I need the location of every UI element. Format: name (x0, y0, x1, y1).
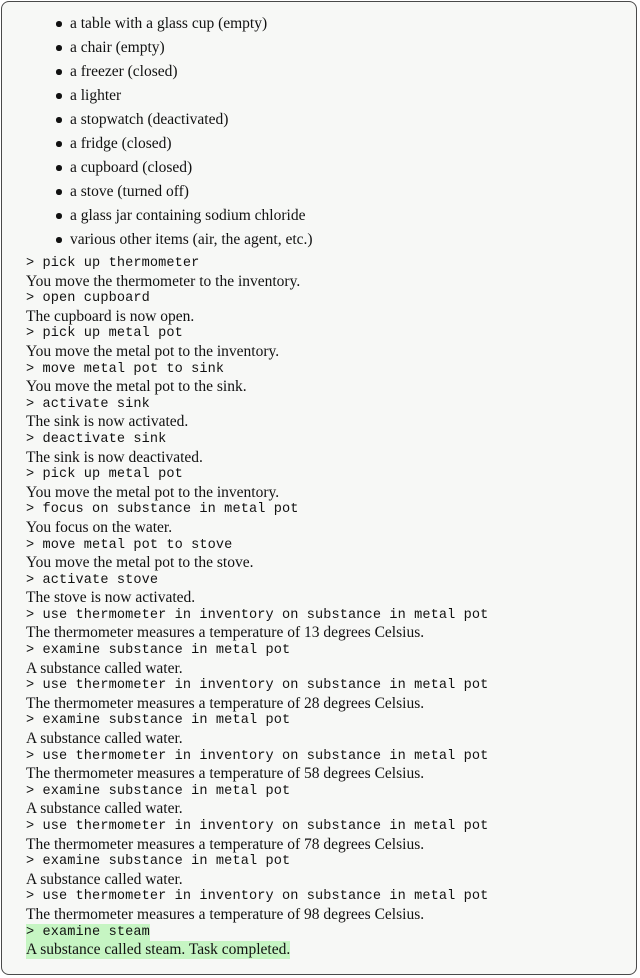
object-list-item (70, 84, 626, 108)
command-line (26, 501, 626, 519)
command-text: > use thermometer in inventory on substance in metal pot (26, 607, 489, 623)
response-text: You move the thermometer to the inventory. (26, 272, 301, 290)
response-line (26, 660, 626, 678)
object-list-item (70, 132, 626, 156)
response-text: The thermometer measures a temperature of 98 degrees Celsius. (26, 905, 425, 923)
command-text: > activate stove (26, 572, 159, 588)
response-line (26, 484, 626, 502)
bullet-icon (56, 165, 62, 171)
bullet-icon (56, 213, 62, 219)
response-text: You move the metal pot to the stove. (26, 554, 254, 572)
bullet-icon (56, 69, 62, 75)
object-list-item-text: a freezer (closed) (70, 63, 178, 80)
response-line (26, 730, 626, 748)
object-list-item-text: a fridge (closed) (70, 135, 172, 152)
response-text: The thermometer measures a temperature of 28 degrees Celsius. (26, 694, 425, 712)
response-line (26, 273, 626, 291)
response-text: You focus on the water. (26, 518, 173, 536)
object-list-item (70, 228, 626, 252)
command-text: > examine substance in metal pot (26, 713, 291, 729)
response-line (26, 871, 626, 889)
command-text: > use thermometer in inventory on substance in metal pot (26, 819, 489, 834)
command-text: > open cupboard (26, 291, 150, 307)
command-line (26, 255, 626, 273)
object-list (26, 12, 626, 252)
response-line (26, 624, 626, 642)
command-text: > move metal pot to sink (26, 361, 225, 377)
response-line (26, 695, 626, 713)
response-line (26, 378, 626, 396)
object-list-item (70, 12, 626, 36)
transcript-content (26, 12, 626, 959)
command-text: > move metal pot to stove (26, 537, 233, 553)
command-text: > pick up thermometer (26, 256, 200, 271)
bullet-icon (56, 45, 62, 51)
object-list-item-text: a glass jar containing sodium chloride (70, 207, 306, 224)
object-list-item (70, 36, 626, 60)
bullet-icon (56, 21, 62, 27)
response-line (26, 906, 626, 924)
command-line (26, 853, 626, 871)
response-line (26, 519, 626, 537)
command-line (26, 361, 626, 379)
response-text: You move the metal pot to the inventory. (26, 342, 280, 360)
command-line (26, 466, 626, 484)
bullet-icon (56, 189, 62, 195)
command-line (26, 783, 626, 801)
command-text: > examine substance in metal pot (26, 854, 291, 870)
response-line (26, 765, 626, 783)
response-text: A substance called water. (26, 730, 183, 748)
bullet-icon (56, 237, 62, 243)
command-text: > examine substance in metal pot (26, 643, 291, 659)
response-line (26, 836, 626, 854)
object-list-item-text: a table with a glass cup (empty) (70, 15, 268, 32)
response-line (26, 589, 626, 607)
response-text: A substance called steam. Task completed. (26, 941, 291, 959)
command-line (26, 888, 626, 906)
object-list-item (70, 60, 626, 84)
command-line (26, 924, 626, 942)
object-list-item (70, 180, 626, 204)
response-text: You move the metal pot to the sink. (26, 378, 247, 396)
response-text: The sink is now activated. (26, 413, 189, 431)
response-text: You move the metal pot to the inventory. (26, 483, 280, 501)
response-line (26, 308, 626, 326)
response-text: The cupboard is now open. (26, 307, 195, 325)
object-list-item-text: a cupboard (closed) (70, 159, 193, 176)
object-list-item-text: a stopwatch (deactivated) (70, 111, 229, 128)
response-text: A substance called water. (26, 659, 183, 677)
command-text: > use thermometer in inventory on substance in metal pot (26, 678, 489, 694)
object-list-item (70, 204, 626, 228)
response-text: The thermometer measures a temperature of 58 degrees Celsius. (26, 765, 425, 783)
command-line (26, 677, 626, 695)
response-line (26, 800, 626, 818)
command-text: > pick up metal pot (26, 326, 183, 342)
command-line (26, 572, 626, 590)
response-line (26, 554, 626, 572)
command-line (26, 325, 626, 343)
command-line (26, 642, 626, 660)
response-text: The thermometer measures a temperature of 78 degrees Celsius. (26, 835, 425, 853)
command-text: > examine substance in metal pot (26, 783, 291, 799)
object-list-item-text: various other items (air, the agent, etc.) (70, 231, 313, 248)
command-line (26, 748, 626, 766)
response-text: The thermometer measures a temperature of 13 degrees Celsius. (26, 624, 425, 642)
response-line (26, 941, 626, 959)
response-text: The stove is now activated. (26, 589, 196, 607)
command-line (26, 431, 626, 449)
object-list-item (70, 108, 626, 132)
command-text: > use thermometer in inventory on substance in metal pot (26, 889, 489, 905)
response-text: A substance called water. (26, 870, 183, 888)
response-line (26, 413, 626, 431)
bullet-icon (56, 93, 62, 99)
command-text: > use thermometer in inventory on substance in metal pot (26, 748, 489, 764)
response-text: A substance called water. (26, 800, 183, 818)
bullet-icon (56, 117, 62, 123)
response-line (26, 343, 626, 361)
command-line (26, 818, 626, 836)
action-log (26, 255, 626, 959)
response-line (26, 449, 626, 467)
transcript-panel (1, 1, 637, 975)
command-line (26, 607, 626, 625)
command-line (26, 290, 626, 308)
object-list-item-text: a lighter (70, 87, 122, 104)
object-list-item-text: a chair (empty) (70, 39, 165, 56)
command-text: > focus on substance in metal pot (26, 502, 299, 518)
command-text: > pick up metal pot (26, 467, 183, 483)
response-text: The sink is now deactivated. (26, 448, 203, 466)
command-line (26, 396, 626, 414)
object-list-item (70, 156, 626, 180)
command-text: > activate sink (26, 396, 150, 412)
command-line (26, 537, 626, 555)
object-list-item-text: a stove (turned off) (70, 183, 189, 200)
command-text: > examine steam (26, 924, 150, 940)
command-line (26, 712, 626, 730)
command-text: > deactivate sink (26, 431, 167, 447)
bullet-icon (56, 141, 62, 147)
